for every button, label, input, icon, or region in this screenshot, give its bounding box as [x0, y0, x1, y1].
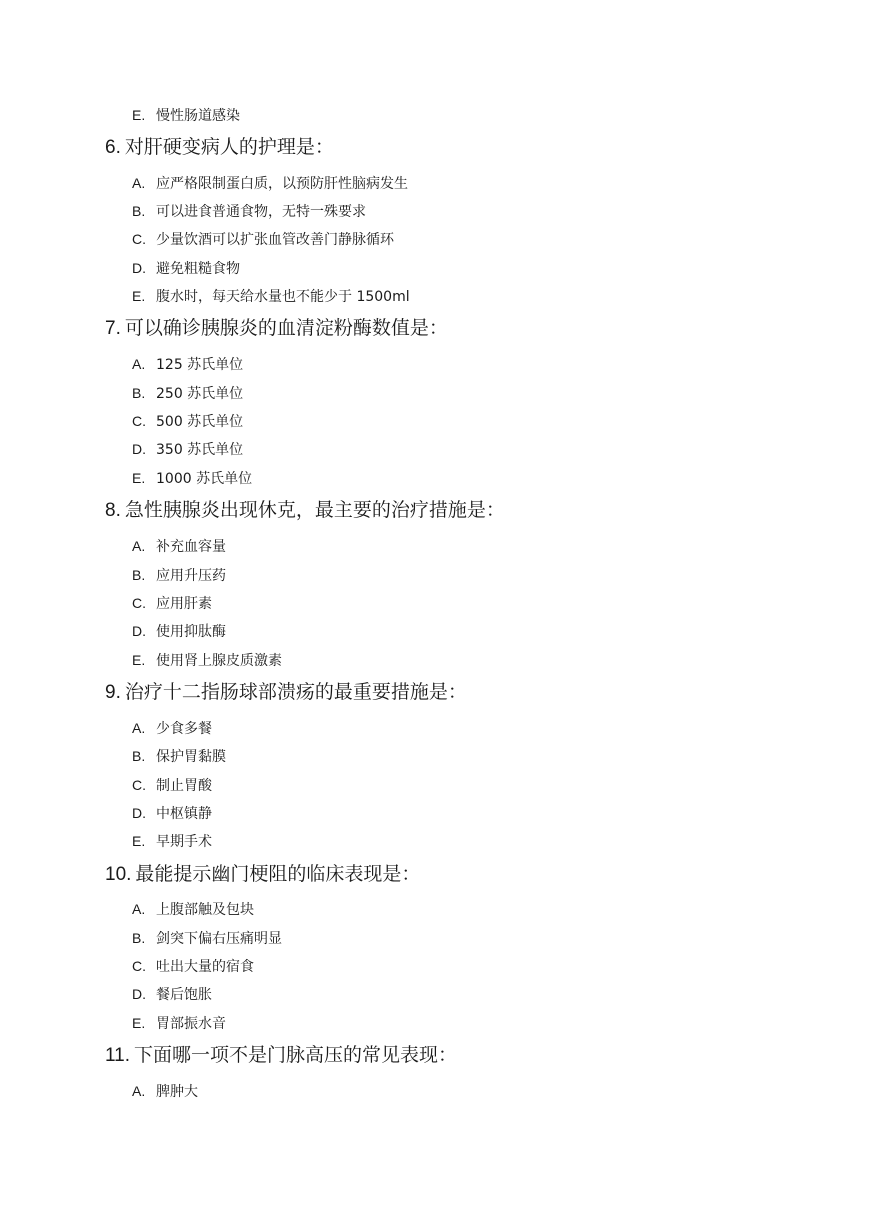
- option-letter: A.: [132, 901, 146, 917]
- option-text: 腹水时，每天给水量也不能少于 1500ml: [156, 289, 410, 305]
- option-text: 可以进食普通食物，无特一殊要求: [156, 204, 366, 220]
- option-text: 慢性肠道感染: [156, 108, 240, 124]
- option-letter: B.: [132, 748, 146, 764]
- option-text: 餐后饱胀: [156, 987, 212, 1003]
- option-letter: D.: [132, 805, 146, 821]
- option-text: 应用肝素: [156, 596, 212, 612]
- option-letter: E.: [132, 1015, 146, 1031]
- option-letter: C.: [132, 231, 146, 247]
- option-letter: B.: [132, 567, 146, 583]
- option-text: 500 苏氏单位: [156, 414, 244, 430]
- answer-option: [132, 776, 212, 795]
- question-heading: [105, 680, 467, 705]
- option-text: 脾肿大: [156, 1084, 198, 1100]
- question-text: 可以确诊胰腺炎的血清淀粉酶数值是：: [124, 317, 448, 339]
- question-number: 6.: [105, 137, 121, 158]
- answer-option: [132, 412, 243, 431]
- option-letter: E.: [132, 288, 146, 304]
- answer-option: [132, 1082, 198, 1101]
- option-letter: E.: [132, 470, 146, 486]
- answer-option: [132, 957, 254, 976]
- option-text: 吐出大量的宿食: [156, 959, 254, 975]
- answer-option: [132, 900, 254, 919]
- answer-option: [132, 355, 243, 374]
- question-number: 7.: [105, 318, 121, 339]
- question-text: 最能提示幽门梗阻的临床表现是：: [135, 863, 421, 885]
- option-text: 250 苏氏单位: [156, 386, 244, 402]
- option-text: 使用肾上腺皮质激素: [156, 653, 282, 669]
- option-letter: E.: [132, 652, 146, 668]
- option-text: 保护胃黏膜: [156, 749, 226, 765]
- answer-option: [132, 719, 212, 738]
- question-number: 10.: [105, 864, 132, 885]
- option-letter: A.: [132, 175, 146, 191]
- answer-option: [132, 537, 226, 556]
- option-letter: D.: [132, 623, 146, 639]
- option-letter: E.: [132, 833, 146, 849]
- option-text: 中枢镇静: [156, 806, 212, 822]
- option-text: 少量饮酒可以扩张血管改善门静脉循环: [156, 232, 394, 248]
- option-text: 避免粗糙食物: [156, 261, 240, 277]
- option-text: 350 苏氏单位: [156, 442, 244, 458]
- answer-option: [132, 259, 240, 278]
- question-text: 急性胰腺炎出现休克，最主要的治疗措施是：: [124, 499, 505, 521]
- option-text: 少食多餐: [156, 721, 212, 737]
- option-letter: D.: [132, 260, 146, 276]
- answer-option: [132, 1014, 226, 1033]
- option-text: 制止胃酸: [156, 778, 212, 794]
- option-letter: B.: [132, 385, 146, 401]
- answer-option: [132, 804, 212, 823]
- answer-option: [132, 566, 226, 585]
- option-text: 使用抑肽酶: [156, 624, 226, 640]
- answer-option: [132, 929, 282, 948]
- option-letter: A.: [132, 1083, 146, 1099]
- question-number: 11.: [105, 1045, 131, 1066]
- answer-option: [132, 287, 410, 306]
- answer-option: [132, 622, 226, 641]
- option-text: 补充血容量: [156, 539, 226, 555]
- answer-option: [132, 384, 243, 403]
- option-letter: A.: [132, 538, 146, 554]
- option-letter: A.: [132, 356, 146, 372]
- question-text: 对肝硬变病人的护理是：: [124, 136, 334, 158]
- question-heading: [105, 316, 448, 341]
- answer-option: [132, 651, 282, 670]
- answer-option: [132, 106, 240, 125]
- option-letter: C.: [132, 413, 146, 429]
- option-text: 125 苏氏单位: [156, 357, 244, 373]
- option-letter: D.: [132, 986, 146, 1002]
- option-text: 剑突下偏右压痛明显: [156, 931, 282, 947]
- answer-option: [132, 594, 212, 613]
- answer-option: [132, 985, 212, 1004]
- option-text: 上腹部触及包块: [156, 902, 254, 918]
- answer-option: [132, 440, 243, 459]
- question-heading: [105, 498, 505, 523]
- answer-option: [132, 230, 394, 249]
- option-letter: E.: [132, 107, 146, 123]
- question-number: 8.: [105, 500, 121, 521]
- option-text: 胃部振水音: [156, 1016, 226, 1032]
- option-letter: C.: [132, 777, 146, 793]
- question-heading: [105, 1043, 457, 1068]
- option-letter: C.: [132, 595, 146, 611]
- answer-option: [132, 832, 212, 851]
- question-heading: [105, 135, 334, 160]
- answer-option: [132, 202, 366, 221]
- question-text: 治疗十二指肠球部溃疡的最重要措施是：: [124, 681, 467, 703]
- option-letter: B.: [132, 203, 146, 219]
- answer-option: [132, 174, 408, 193]
- option-text: 应严格限制蛋白质，以预防肝性脑病发生: [156, 176, 408, 192]
- option-text: 早期手术: [156, 834, 212, 850]
- option-letter: A.: [132, 720, 146, 736]
- option-letter: C.: [132, 958, 146, 974]
- question-text: 下面哪一项不是门脉高压的常见表现：: [134, 1044, 458, 1066]
- option-letter: D.: [132, 441, 146, 457]
- question-heading: [105, 862, 420, 887]
- answer-option: [132, 747, 226, 766]
- option-text: 应用升压药: [156, 568, 226, 584]
- option-text: 1000 苏氏单位: [156, 471, 253, 487]
- option-letter: B.: [132, 930, 146, 946]
- question-number: 9.: [105, 682, 121, 703]
- answer-option: [132, 469, 252, 488]
